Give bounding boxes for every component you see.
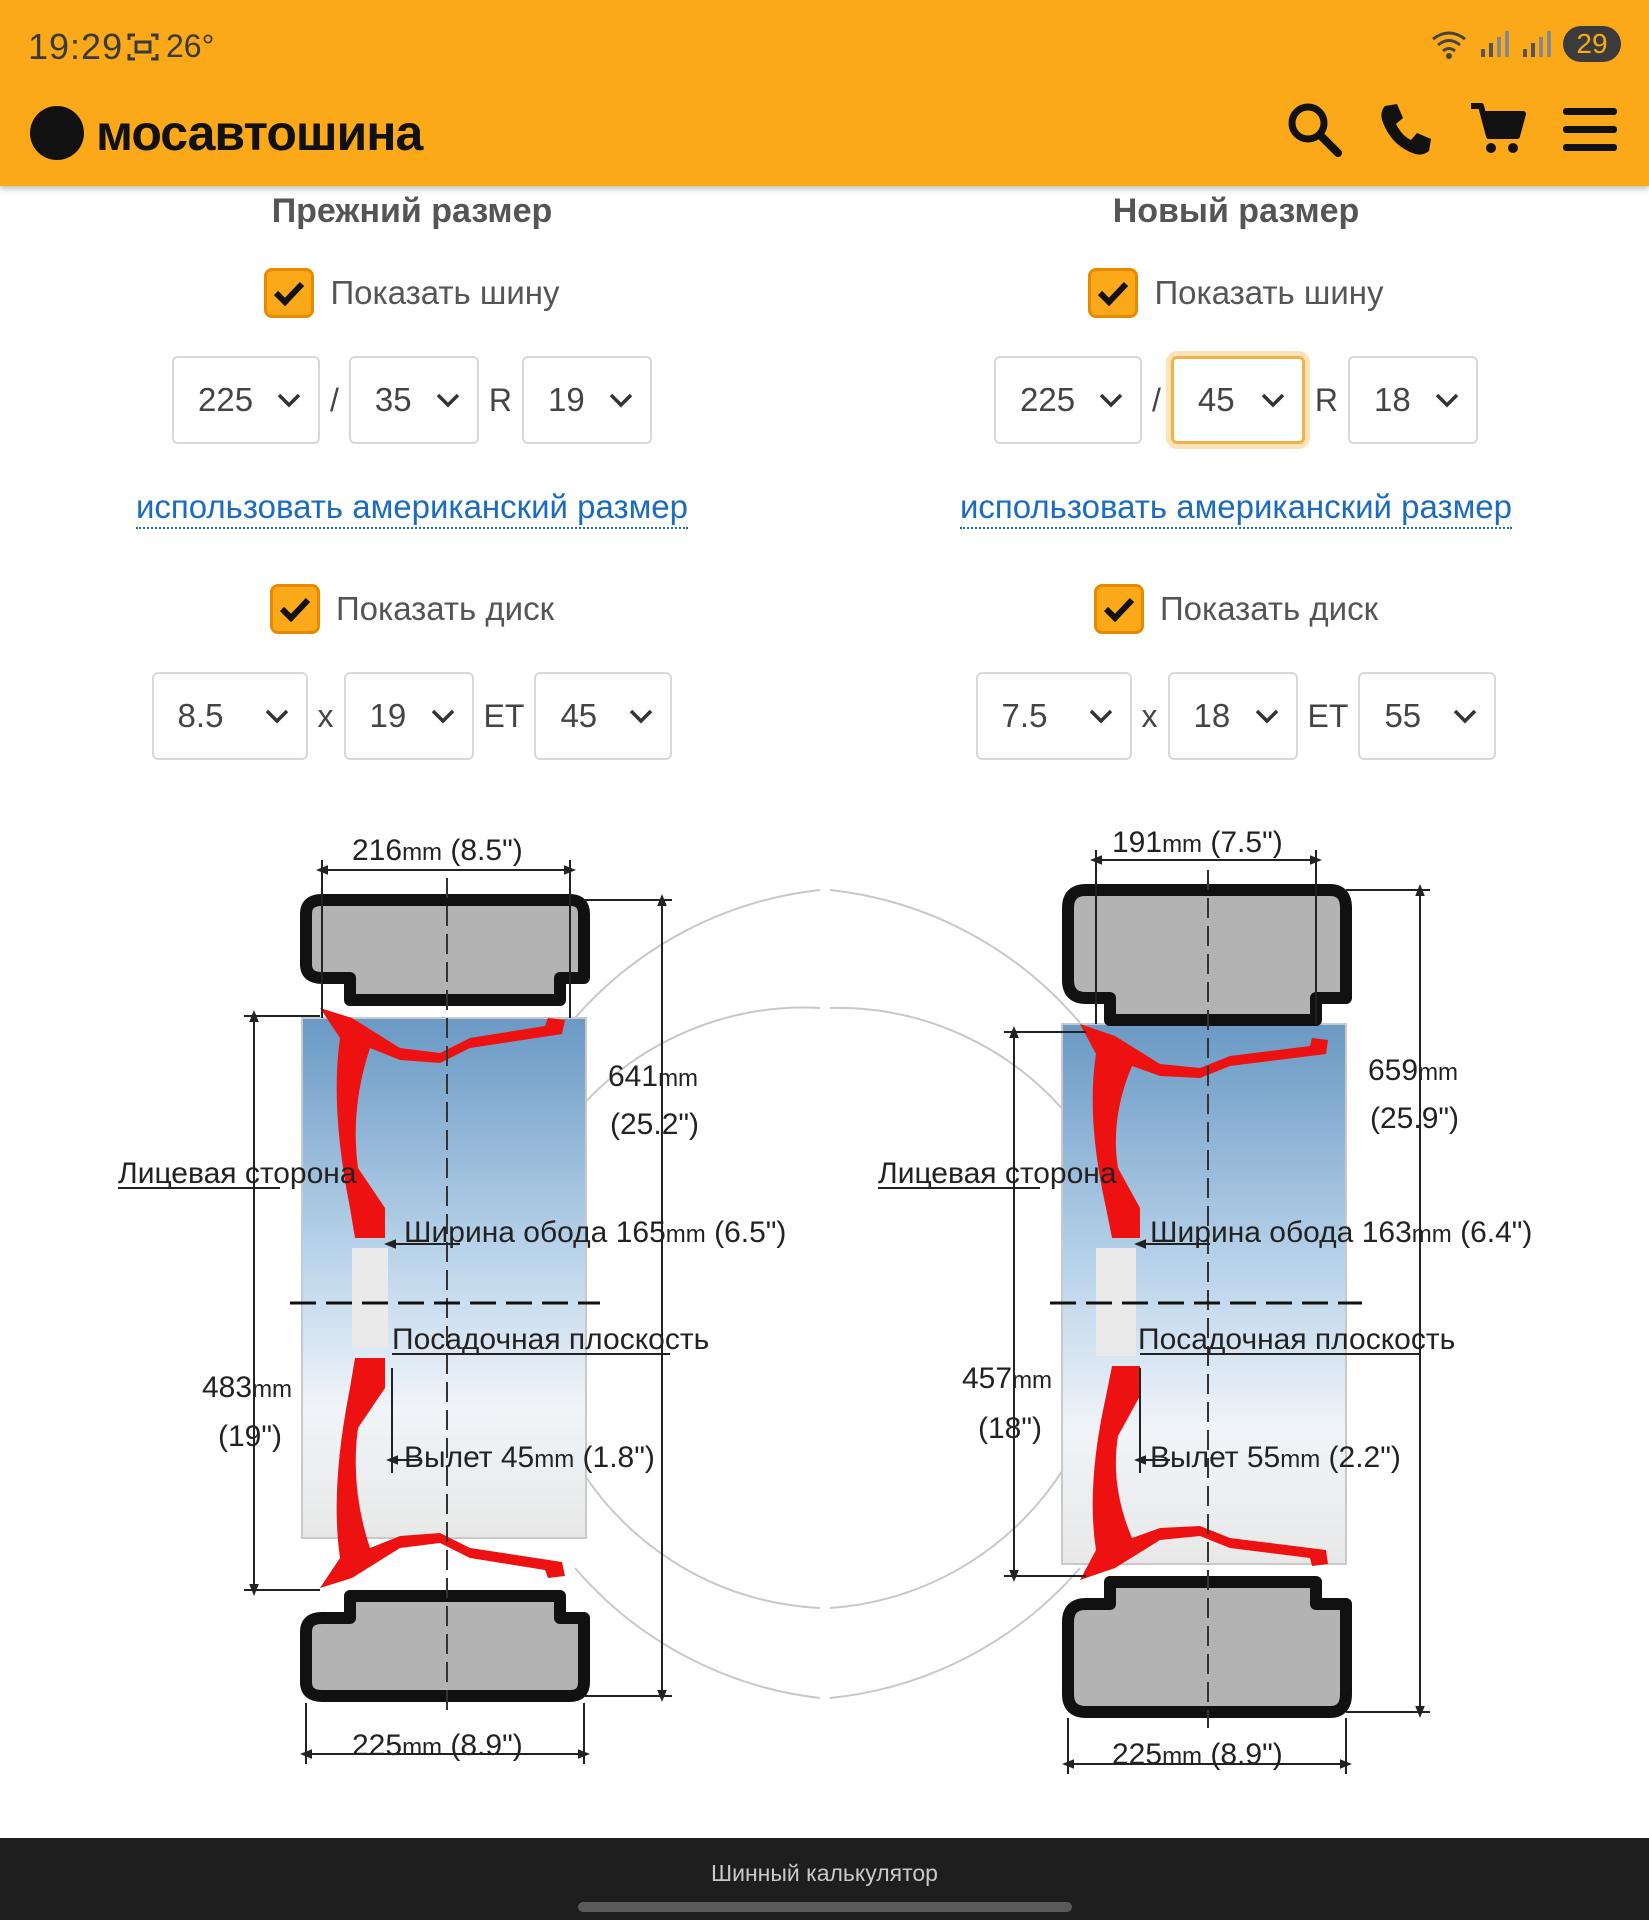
old-show-disk-checkbox[interactable] — [270, 584, 320, 634]
old-rim-diameter-label: 483mm — [202, 1371, 293, 1404]
checkmark-icon — [279, 596, 311, 622]
old-offset-label: Вылет 45mm (1.8") — [404, 1441, 655, 1474]
new-disk-size-selects — [824, 672, 1648, 760]
checkmark-icon — [1097, 280, 1129, 306]
header-actions — [1285, 100, 1619, 158]
checkmark-icon — [273, 280, 305, 306]
old-tire-diameter-label: 641mm — [608, 1060, 699, 1093]
r-separator: R — [1314, 381, 1338, 418]
status-time: 19:29 — [28, 26, 124, 67]
screenshot-icon — [127, 32, 159, 62]
new-show-tire-label: Показать шину — [1154, 274, 1384, 311]
new-tire-diameter-label: 659mm — [1368, 1054, 1459, 1087]
new-tire-diameter-inch: (25.9") — [1370, 1102, 1460, 1135]
chevron-down-icon — [1452, 707, 1478, 725]
new-rim-diameter-inch: (18") — [978, 1412, 1042, 1445]
new-disk-diameter-select[interactable]: 18 — [1168, 672, 1298, 760]
old-tire-profile-select[interactable]: 35 — [349, 356, 479, 444]
old-tire-diameter-inch: (25.2") — [610, 1108, 700, 1141]
old-show-tire-label: Показать шину — [330, 274, 560, 311]
search-icon[interactable] — [1285, 100, 1343, 158]
old-us-size-link[interactable]: использовать американский размер — [0, 488, 824, 526]
new-disk-width-select[interactable]: 7.5 — [976, 672, 1132, 760]
old-tire-width-label: 225mm (8.9") — [352, 1729, 523, 1762]
old-size-panel — [0, 186, 824, 806]
slash-separator: / — [1152, 381, 1161, 418]
new-tire-size-selects — [824, 356, 1648, 444]
new-tire-width-label: 225mm (8.9") — [1112, 1738, 1283, 1771]
old-tire-width-select[interactable]: 225 — [172, 356, 320, 444]
cart-icon[interactable] — [1469, 100, 1527, 158]
x-separator: x — [317, 697, 334, 734]
old-disk-diameter-select[interactable]: 19 — [344, 672, 474, 760]
chevron-down-icon — [1434, 391, 1460, 409]
chevron-down-icon — [264, 707, 290, 725]
new-rim-width-label: Ширина обода 163mm (6.4") — [1150, 1216, 1533, 1249]
wifi-icon — [1431, 29, 1467, 59]
chevron-down-icon — [1088, 707, 1114, 725]
old-disk-width-select[interactable]: 8.5 — [152, 672, 308, 760]
phone-icon[interactable] — [1377, 100, 1435, 158]
status-temperature: 26° — [166, 28, 215, 64]
new-disk-offset-select[interactable]: 55 — [1358, 672, 1496, 760]
old-disk-size-selects — [0, 672, 824, 760]
chevron-down-icon — [628, 707, 654, 725]
chevron-down-icon — [608, 391, 634, 409]
new-size-panel — [824, 186, 1648, 806]
old-show-disk-row[interactable] — [0, 584, 824, 634]
chevron-down-icon — [435, 391, 461, 409]
new-offset-label: Вылет 55mm (2.2") — [1150, 1441, 1401, 1474]
old-size-title: Прежний размер — [271, 192, 553, 230]
new-show-tire-row[interactable] — [824, 268, 1648, 318]
new-disk-width-label: 191mm (7.5") — [1112, 826, 1283, 859]
new-mounting-plane-label: Посадочная плоскость — [1138, 1323, 1456, 1356]
r-separator: R — [488, 381, 512, 418]
new-show-tire-checkbox[interactable] — [1088, 268, 1138, 318]
x-separator: x — [1141, 697, 1158, 734]
chevron-down-icon — [430, 707, 456, 725]
new-tire-profile-select[interactable]: 45 — [1171, 356, 1305, 444]
old-face-side-label: Лицевая сторона — [118, 1157, 357, 1190]
old-disk-offset-select[interactable]: 45 — [534, 672, 672, 760]
old-rim-diameter-inch: (19") — [218, 1420, 282, 1453]
new-tire-diameter-select[interactable]: 18 — [1348, 356, 1478, 444]
menu-icon[interactable] — [1561, 100, 1619, 158]
new-show-disk-row[interactable] — [824, 584, 1648, 634]
bottom-navigation-bar — [0, 1838, 1649, 1920]
new-show-disk-checkbox[interactable] — [1094, 584, 1144, 634]
old-tire-diameter-select[interactable]: 19 — [522, 356, 652, 444]
old-disk-width-label: 216mm (8.5") — [352, 834, 523, 867]
slash-separator: / — [330, 381, 339, 418]
battery-indicator: 29 — [1563, 26, 1621, 62]
status-indicators — [1431, 26, 1621, 62]
checkmark-icon — [1103, 596, 1135, 622]
logo-dot-icon — [30, 106, 84, 160]
old-tire-size-selects — [0, 356, 824, 444]
home-indicator[interactable] — [578, 1902, 1072, 1912]
new-show-disk-label: Показать диск — [1159, 590, 1379, 627]
old-show-tire-checkbox[interactable] — [264, 268, 314, 318]
new-face-side-label: Лицевая сторона — [878, 1157, 1117, 1190]
new-tire-width-select[interactable]: 225 — [994, 356, 1142, 444]
old-show-disk-label: Показать диск — [335, 590, 555, 627]
app-header — [0, 0, 1649, 186]
chevron-down-icon — [1260, 391, 1286, 409]
site-logo[interactable] — [30, 104, 422, 162]
signal-icon — [1479, 29, 1509, 59]
new-us-size-link[interactable]: использовать американский размер — [824, 488, 1648, 526]
page-title-caption: Шинный калькулятор — [711, 1860, 938, 1886]
old-mounting-plane-label: Посадочная плоскость — [392, 1323, 710, 1356]
chevron-down-icon — [276, 391, 302, 409]
tire-comparison-diagram — [0, 808, 1649, 1838]
new-rim-diameter-label: 457mm — [962, 1362, 1053, 1395]
chevron-down-icon — [1254, 707, 1280, 725]
chevron-down-icon — [1098, 391, 1124, 409]
logo-text: мосавтошина — [96, 105, 423, 161]
old-tire-drawing — [290, 878, 600, 1718]
new-size-title: Новый размер — [1112, 192, 1360, 230]
et-separator: ET — [483, 697, 525, 734]
old-rim-width-label: Ширина обода 165mm (6.5") — [404, 1216, 787, 1249]
signal-icon — [1521, 29, 1551, 59]
et-separator: ET — [1307, 697, 1349, 734]
old-show-tire-row[interactable] — [0, 268, 824, 318]
